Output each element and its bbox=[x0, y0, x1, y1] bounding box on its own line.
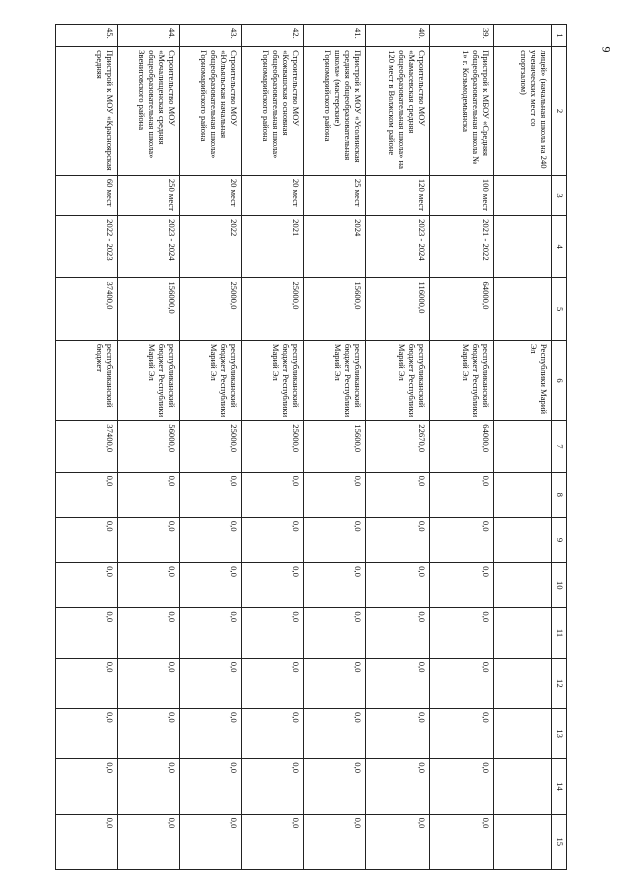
year-value-cell: 0,0 bbox=[242, 517, 304, 562]
funding-source-cell: республиканский бюджет Республики Марий Эл bbox=[242, 340, 304, 420]
total-cost-cell: 25000,0 bbox=[242, 278, 304, 340]
year-value-cell: 0,0 bbox=[118, 517, 180, 562]
table-row bbox=[304, 25, 366, 870]
column-header: 7 bbox=[552, 421, 567, 472]
year-value-cell: 0,0 bbox=[242, 563, 304, 608]
period-cell: 2022 bbox=[180, 216, 242, 278]
year-value-cell: 0,0 bbox=[56, 517, 118, 562]
year-value-cell: 0,0 bbox=[118, 708, 180, 758]
year-value-cell: 0,0 bbox=[56, 708, 118, 758]
year-value-cell: 0,0 bbox=[304, 814, 366, 869]
column-header: 4 bbox=[552, 216, 567, 278]
column-header: 13 bbox=[552, 708, 567, 758]
year-value-cell bbox=[494, 472, 552, 517]
year-value-cell: 0,0 bbox=[430, 814, 494, 869]
year-value-cell bbox=[494, 708, 552, 758]
year-value-cell: 0,0 bbox=[242, 608, 304, 658]
page-number: 9 bbox=[599, 46, 614, 53]
row-number-cell: 42. bbox=[242, 25, 304, 47]
year-value-cell: 0,0 bbox=[366, 563, 430, 608]
year-value-cell: 0,0 bbox=[242, 472, 304, 517]
year-value-cell: 0,0 bbox=[56, 759, 118, 814]
column-header: 8 bbox=[552, 472, 567, 517]
year-value-cell bbox=[494, 814, 552, 869]
object-name-cell: Строительство МОУ «Юльяльская начальная общеобразовательная школа» Горномарийского района bbox=[180, 47, 242, 176]
year-value-cell: 0,0 bbox=[180, 472, 242, 517]
year-value-cell: 0,0 bbox=[56, 658, 118, 708]
row-number-cell: 45. bbox=[56, 25, 118, 47]
year-value-cell: 0,0 bbox=[180, 708, 242, 758]
year-value-cell: 0,0 bbox=[118, 472, 180, 517]
year-value-cell: 0,0 bbox=[242, 814, 304, 869]
year-value-cell: 0,0 bbox=[304, 658, 366, 708]
year-value-cell bbox=[494, 658, 552, 708]
capacity-cell: 20 мест bbox=[242, 175, 304, 215]
capacity-cell: 60 мест bbox=[56, 175, 118, 215]
year-value-cell: 0,0 bbox=[304, 517, 366, 562]
total-cost-cell: 64000,0 bbox=[430, 278, 494, 340]
year-value-cell: 0,0 bbox=[430, 472, 494, 517]
year-value-cell: 0,0 bbox=[430, 658, 494, 708]
column-header: 1 bbox=[552, 25, 567, 47]
column-header: 3 bbox=[552, 175, 567, 215]
capacity-cell bbox=[494, 175, 552, 215]
year-value-cell: 0,0 bbox=[118, 814, 180, 869]
year-value-cell: 0,0 bbox=[118, 759, 180, 814]
year-value-cell: 0,0 bbox=[430, 608, 494, 658]
year-value-cell: 0,0 bbox=[118, 658, 180, 708]
year-value-cell: 0,0 bbox=[366, 472, 430, 517]
row-number-cell bbox=[494, 25, 552, 47]
total-cost-cell: 37400,0 bbox=[56, 278, 118, 340]
year-value-cell: 0,0 bbox=[180, 814, 242, 869]
year-value-cell: 0,0 bbox=[56, 563, 118, 608]
year-value-cell bbox=[494, 759, 552, 814]
table-row bbox=[430, 25, 494, 870]
year-value-cell: 0,0 bbox=[180, 608, 242, 658]
year-value-cell: 0,0 bbox=[304, 608, 366, 658]
year-value-cell: 0,0 bbox=[366, 517, 430, 562]
capacity-cell: 250 мест bbox=[118, 175, 180, 215]
funding-source-cell: Республики Марий Эл bbox=[494, 340, 552, 420]
year-value-cell: 0,0 bbox=[56, 814, 118, 869]
year-value-cell: 0,0 bbox=[242, 759, 304, 814]
table-row bbox=[118, 25, 180, 870]
object-name-cell: Пристрой к МБОУ «Средняя общеобразовательная школа № 1» г. Козьмодемьянска bbox=[430, 47, 494, 176]
funding-source-cell: республиканский бюджет Республики Марий Эл bbox=[366, 340, 430, 420]
year-value-cell: 0,0 bbox=[180, 517, 242, 562]
period-cell: 2023 - 2024 bbox=[118, 216, 180, 278]
year-value-cell: 0,0 bbox=[56, 608, 118, 658]
object-name-cell: Строительство МОУ «Мочалищенская средняя общеобразовательная школа» Звениговского района bbox=[118, 47, 180, 176]
capacity-cell: 120 мест bbox=[366, 175, 430, 215]
row-number-cell: 41. bbox=[304, 25, 366, 47]
object-name-cell: Строительство МОУ «Мамасевская средняя общеобразовательная школа» на 120 мест в Волжском районе bbox=[366, 47, 430, 176]
capacity-cell: 20 мест bbox=[180, 175, 242, 215]
column-header: 15 bbox=[552, 814, 567, 869]
total-cost-cell bbox=[494, 278, 552, 340]
row-number-cell: 44. bbox=[118, 25, 180, 47]
year-value-cell: 0,0 bbox=[430, 517, 494, 562]
object-name-cell: Строительство МОУ «Кожвашская основная общеобразовательная школа» Горномарийского района bbox=[242, 47, 304, 176]
period-cell: 2022 - 2023 bbox=[56, 216, 118, 278]
year-value-cell bbox=[494, 608, 552, 658]
year-value-cell: 0,0 bbox=[430, 759, 494, 814]
object-name-cell: Пристрой к МОУ «Красноярская средняя bbox=[56, 47, 118, 176]
funding-source-cell: республиканский бюджет Республики Марий Эл bbox=[304, 340, 366, 420]
period-cell: 2024 bbox=[304, 216, 366, 278]
year-value-cell: 0,0 bbox=[430, 708, 494, 758]
capacity-cell: 25 мест bbox=[304, 175, 366, 215]
period-cell: 2021 bbox=[242, 216, 304, 278]
year-value-cell: 0,0 bbox=[366, 608, 430, 658]
year-value-cell: 56000,0 bbox=[118, 421, 180, 472]
period-cell: 2021 - 2022 bbox=[430, 216, 494, 278]
column-header: 2 bbox=[552, 47, 567, 176]
year-value-cell: 0,0 bbox=[242, 708, 304, 758]
column-header: 6 bbox=[552, 340, 567, 420]
period-cell bbox=[494, 216, 552, 278]
column-header: 9 bbox=[552, 517, 567, 562]
object-name-cell: Пристрой к МОУ «Усолинская средняя общеобразовательная школа» (мастерские) Горномарийского района bbox=[304, 47, 366, 176]
year-value-cell: 25000,0 bbox=[242, 421, 304, 472]
capacity-cell: 100 мест bbox=[430, 175, 494, 215]
year-value-cell: 0,0 bbox=[366, 658, 430, 708]
year-value-cell: 15600,0 bbox=[304, 421, 366, 472]
table-body bbox=[56, 25, 552, 870]
table-row bbox=[180, 25, 242, 870]
year-value-cell: 64000,0 bbox=[430, 421, 494, 472]
table-row bbox=[56, 25, 118, 870]
year-value-cell: 0,0 bbox=[304, 563, 366, 608]
year-value-cell: 0,0 bbox=[118, 563, 180, 608]
table-row bbox=[494, 25, 552, 870]
year-value-cell: 0,0 bbox=[304, 708, 366, 758]
rotated-page bbox=[2, 24, 567, 870]
table-row bbox=[366, 25, 430, 870]
year-value-cell: 25000,0 bbox=[180, 421, 242, 472]
year-value-cell: 0,0 bbox=[366, 708, 430, 758]
year-value-cell: 0,0 bbox=[366, 814, 430, 869]
table-row bbox=[242, 25, 304, 870]
row-number-cell: 43. bbox=[180, 25, 242, 47]
funding-source-cell: республиканский бюджет Республики Марий Эл bbox=[180, 340, 242, 420]
budget-table bbox=[55, 24, 567, 870]
period-cell: 2023 - 2024 bbox=[366, 216, 430, 278]
row-number-cell: 39. bbox=[430, 25, 494, 47]
funding-source-cell: республиканский бюджет bbox=[56, 340, 118, 420]
column-header: 11 bbox=[552, 608, 567, 658]
object-name-cell: лицей» (начальная школа на 240 ученических мест со спортзалом) bbox=[494, 47, 552, 176]
total-cost-cell: 116000,0 bbox=[366, 278, 430, 340]
year-value-cell: 22670,0 bbox=[366, 421, 430, 472]
year-value-cell bbox=[494, 563, 552, 608]
column-header: 10 bbox=[552, 563, 567, 608]
year-value-cell: 0,0 bbox=[430, 563, 494, 608]
year-value-cell: 0,0 bbox=[304, 472, 366, 517]
year-value-cell bbox=[494, 421, 552, 472]
total-cost-cell: 156000,0 bbox=[118, 278, 180, 340]
total-cost-cell: 25000,0 bbox=[180, 278, 242, 340]
year-value-cell: 0,0 bbox=[118, 608, 180, 658]
year-value-cell: 37400,0 bbox=[56, 421, 118, 472]
year-value-cell: 0,0 bbox=[366, 759, 430, 814]
year-value-cell: 0,0 bbox=[180, 759, 242, 814]
year-value-cell: 0,0 bbox=[304, 759, 366, 814]
funding-source-cell: республиканский бюджет Республики Марий Эл bbox=[430, 340, 494, 420]
column-header: 12 bbox=[552, 658, 567, 708]
funding-source-cell: республиканский бюджет Республики Марий Эл bbox=[118, 340, 180, 420]
total-cost-cell: 15600,0 bbox=[304, 278, 366, 340]
year-value-cell bbox=[494, 517, 552, 562]
column-number-row bbox=[552, 25, 567, 870]
year-value-cell: 0,0 bbox=[242, 658, 304, 708]
row-number-cell: 40. bbox=[366, 25, 430, 47]
column-header: 14 bbox=[552, 759, 567, 814]
column-header: 5 bbox=[552, 278, 567, 340]
year-value-cell: 0,0 bbox=[56, 472, 118, 517]
year-value-cell: 0,0 bbox=[180, 563, 242, 608]
year-value-cell: 0,0 bbox=[180, 658, 242, 708]
